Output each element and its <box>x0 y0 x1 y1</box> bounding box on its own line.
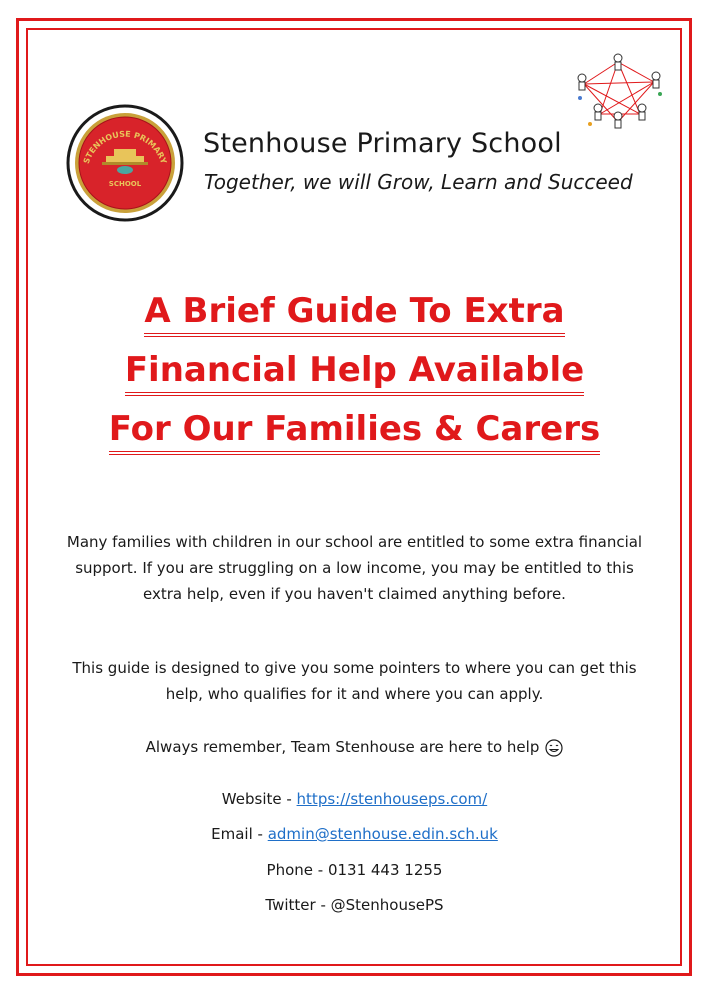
website-label: Website - <box>221 790 297 808</box>
page-title-line-1: A Brief Guide To Extra <box>40 294 669 328</box>
smiley-face-icon <box>545 739 563 757</box>
school-crest-icon <box>66 104 184 222</box>
contact-twitter: Twitter - @StenhousePS <box>265 896 444 914</box>
contact-email <box>60 825 649 843</box>
people-network-icon <box>570 50 668 130</box>
email-label: Email - <box>211 825 268 843</box>
page-title-line-2: Financial Help Available <box>40 353 669 387</box>
page-title-line-3: For Our Families & Carers <box>40 412 669 446</box>
help-paragraph <box>60 734 649 760</box>
school-name: Stenhouse Primary School <box>203 128 562 159</box>
crest-text-top: STENHOUSE PRIMARY <box>81 129 169 165</box>
help-text: Always remember, Team Stenhouse are here to help <box>145 738 540 756</box>
crest-text-bottom: SCHOOL <box>108 180 142 188</box>
intro-paragraph: Many families with children in our school are entitled to some extra financial support. If you are struggling on a low income, you may be entitled to this extra help, even if you haven't claimed anything before. <box>66 533 643 603</box>
website-link[interactable]: https://stenhouseps.com/ <box>296 790 488 808</box>
school-motto: Together, we will Grow, Learn and Succeed <box>204 170 633 194</box>
guide-paragraph: This guide is designed to give you some pointers to where you can get this help, who qualifies for it and where you can apply. <box>72 659 637 703</box>
email-link[interactable]: admin@stenhouse.edin.sch.uk <box>267 825 498 843</box>
contact-phone: Phone - 0131 443 1255 <box>266 861 443 879</box>
contact-website <box>60 790 649 808</box>
